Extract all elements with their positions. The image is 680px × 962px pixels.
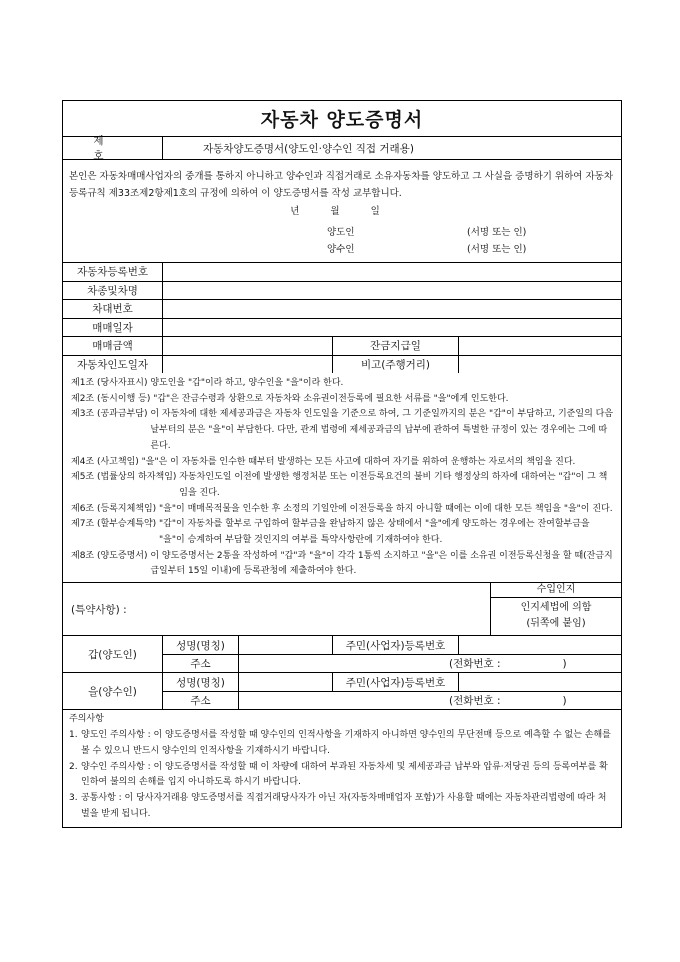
contract-terms xyxy=(63,373,621,583)
reg-no-label: 자동차등록번호 xyxy=(63,263,163,281)
transferor-label: 양도인 xyxy=(327,227,355,238)
eul-phone-close: ) xyxy=(562,694,567,707)
term-6-head: 제6조 (등록지체책임) xyxy=(71,503,157,514)
gap-name-label: 성명(명칭) xyxy=(163,636,239,654)
subject-label xyxy=(63,135,163,162)
term-5-body: 자동차인도일 이전에 발생한 행정처분 또는 이전등록요건의 불비 기타 행정상의 하자에 대하여는 "갑"이 그 책임을 진다. xyxy=(179,472,608,498)
eul-address-field[interactable] xyxy=(239,692,621,709)
remarks-field[interactable] xyxy=(459,356,621,374)
chassis-field[interactable] xyxy=(163,300,621,318)
term-8-head: 제8조 (양도증명서) xyxy=(71,550,148,561)
gap-phone-label: (전화번호 : xyxy=(449,658,501,671)
term-2-body: "갑"은 잔금수령과 상환으로 자동차와 소유권이전등록에 필요한 서류를 "을"에게 인도한다. xyxy=(153,393,509,404)
stamp-line-2: (뒤쪽에 붙임) xyxy=(526,618,586,630)
stamp-title: 수입인지 xyxy=(491,583,621,598)
precautions xyxy=(63,710,621,827)
declaration-text: 본인은 자동차매매사업자의 중개를 통하지 아니하고 양수인과 직접거래로 소유자동차를 양도하고 그 사실을 증명하기 위하여 자동차등록규칙 제33조제2항제1호의 규정에 의하여 이 양도증명서를 작성 교부합니다. xyxy=(69,171,613,199)
precaution-2 xyxy=(69,760,615,792)
term-1-head: 제1조 (당사자표시) xyxy=(71,378,148,388)
term-1-body: 양도인을 "갑"이라 하고, 양수인을 "을"이라 한다. xyxy=(150,378,344,388)
gap-id-field[interactable] xyxy=(459,636,621,654)
transferee-signature[interactable] xyxy=(69,241,615,258)
delivery-date-field[interactable] xyxy=(163,356,333,374)
term-5 xyxy=(71,470,615,501)
precaution-2-no: 2. xyxy=(69,761,78,772)
gap-address-label: 주소 xyxy=(163,655,239,672)
precaution-3-text: 공통사항 : 이 당사자거래용 양도증명서를 직접거래당사자가 아닌 자(자동차매매업자 포함)가 사용할 때에는 자동차관리법령에 따라 처벌을 받게 됩니다. xyxy=(81,793,607,819)
model-field[interactable] xyxy=(163,282,621,300)
form-title: 자동차 양도증명서 xyxy=(63,101,621,137)
stamp-note xyxy=(491,598,621,635)
special-terms-label: (특약사항) : xyxy=(71,603,127,616)
precautions-heading: 주의사항 xyxy=(69,714,104,725)
eul-id-field[interactable] xyxy=(459,673,621,691)
precaution-3 xyxy=(69,791,615,823)
term-3-head: 제3조 (공과금부담) xyxy=(71,409,148,420)
party-eul xyxy=(63,673,621,710)
price-label: 매매금액 xyxy=(63,337,163,355)
transferor-signature[interactable] xyxy=(69,224,615,241)
remarks-label: 비고(주행거리) xyxy=(333,356,459,374)
term-7-head: 제7조 (할부승계특약) xyxy=(71,519,157,530)
party-eul-label: 을(양수인) xyxy=(63,673,163,709)
term-5-head: 제5조 (법률상의 하자책임) xyxy=(71,472,177,483)
eul-name-label: 성명(명칭) xyxy=(163,673,239,691)
gap-name-field[interactable] xyxy=(239,636,333,654)
gap-address-field[interactable] xyxy=(239,655,621,672)
delivery-date-label: 자동차인도일자 xyxy=(63,356,163,374)
precaution-1-no: 1. xyxy=(69,729,78,740)
term-4-body: "을"은 이 자동차를 인수한 때부터 발생하는 모든 사고에 대하여 자기를 위하여 운행하는 자로서의 책임을 진다. xyxy=(141,456,576,467)
term-4-head: 제4조 (사고책임) xyxy=(71,456,139,467)
term-8 xyxy=(71,549,615,580)
eul-address-label: 주소 xyxy=(163,692,239,709)
transferee-sign-mark: (서명 또는 인) xyxy=(467,244,527,255)
term-3 xyxy=(71,407,615,454)
gap-id-label: 주민(사업자)등록번호 xyxy=(333,636,459,654)
subject-row xyxy=(63,137,621,160)
reg-no-field[interactable] xyxy=(163,263,621,281)
special-terms-field[interactable] xyxy=(63,583,491,635)
precaution-1 xyxy=(69,728,615,760)
transfer-certificate-form xyxy=(62,100,622,828)
sale-date-label: 매매일자 xyxy=(63,319,163,337)
term-3-body: 이 자동차에 대한 제세공과금은 자동차 인도일을 기준으로 하여, 그 기준일까지의 분은 "갑"이 부담하고, 기준일의 다음날부터의 분은 "을"이 부담한다. 다만, 관계 법령에 제세공과금의 납부에 관하여 특별한 규정이 있는 경우에는 그에 따른다. xyxy=(150,409,614,451)
term-2 xyxy=(71,392,615,408)
party-gap-label: 갑(양도인) xyxy=(63,636,163,672)
subject-value: 자동차양도증명서(양도인·양수인 직접 거래용) xyxy=(203,142,414,155)
term-7-body: "갑"이 자동차를 할부로 구입하여 할부금을 완납하지 않은 상태에서 "을"에게 양도하는 경우에는 잔여할부금을 "을"이 승계하여 부담할 것인지의 여부를 특약사항란에 기재하여야 한다. xyxy=(159,519,590,546)
transferor-sign-mark: (서명 또는 인) xyxy=(467,227,527,238)
term-7 xyxy=(71,517,615,548)
revenue-stamp-box xyxy=(491,583,621,635)
term-2-head: 제2조 (동시이행 등) xyxy=(71,393,151,404)
chassis-label: 차대번호 xyxy=(63,300,163,318)
term-6 xyxy=(71,502,615,518)
declaration xyxy=(63,160,621,263)
eul-phone-label: (전화번호 : xyxy=(449,695,501,708)
sale-date-field[interactable] xyxy=(163,319,621,337)
balance-date-field[interactable] xyxy=(459,337,621,355)
gap-phone-close: ) xyxy=(562,657,567,670)
precaution-2-text: 양수인 주의사항 : 이 양도증명서를 작성할 때 이 차량에 대하여 부과된 자동차세 및 제세공과금 납부와 압류·저당권 등의 등록여부를 확인하여 불의의 손해를 입지 아니하도록 하시기 바랍니다. xyxy=(81,761,608,788)
stamp-line-1: 인지세법에 의함 xyxy=(520,602,592,614)
eul-id-label: 주민(사업자)등록번호 xyxy=(333,673,459,691)
term-1 xyxy=(71,376,615,392)
precaution-3-no: 3. xyxy=(69,793,78,804)
term-4 xyxy=(71,455,615,471)
term-8-body: 이 양도증명서는 2통을 작성하여 "갑"과 "을"이 각각 1통씩 소지하고 "을"은 이를 소유권 이전등록신청을 할 때(잔금지급일부터 15일 이내)에 등록관청에 제출하여야 한다. xyxy=(150,550,613,577)
precaution-1-text: 양도인 주의사항 : 이 양도증명서를 작성할 때 양수인의 인적사항을 기재하지 아니하면 양수인의 무단전매 등으로 예측할 수 없는 손해를 볼 수 있으니 반드시 양수인의 인적사항을 기재하시기 바랍니다. xyxy=(81,729,611,756)
party-gap xyxy=(63,636,621,673)
transferee-label: 양수인 xyxy=(327,244,355,255)
special-terms-row xyxy=(63,583,621,636)
term-6-body: "을"이 매매목적물을 인수한 후 소정의 기일안에 이전등록을 하지 아니할 때에는 이에 대한 모든 책임을 "을"이 진다. xyxy=(159,503,613,514)
vehicle-info-table xyxy=(63,263,621,373)
price-field[interactable] xyxy=(163,337,333,355)
model-label: 차종및차명 xyxy=(63,282,163,300)
eul-name-field[interactable] xyxy=(239,673,333,691)
balance-date-label: 잔금지급일 xyxy=(333,337,459,355)
declaration-date[interactable]: 년 월 일 xyxy=(290,206,394,217)
subject-label-text: 제 호 xyxy=(93,135,132,162)
